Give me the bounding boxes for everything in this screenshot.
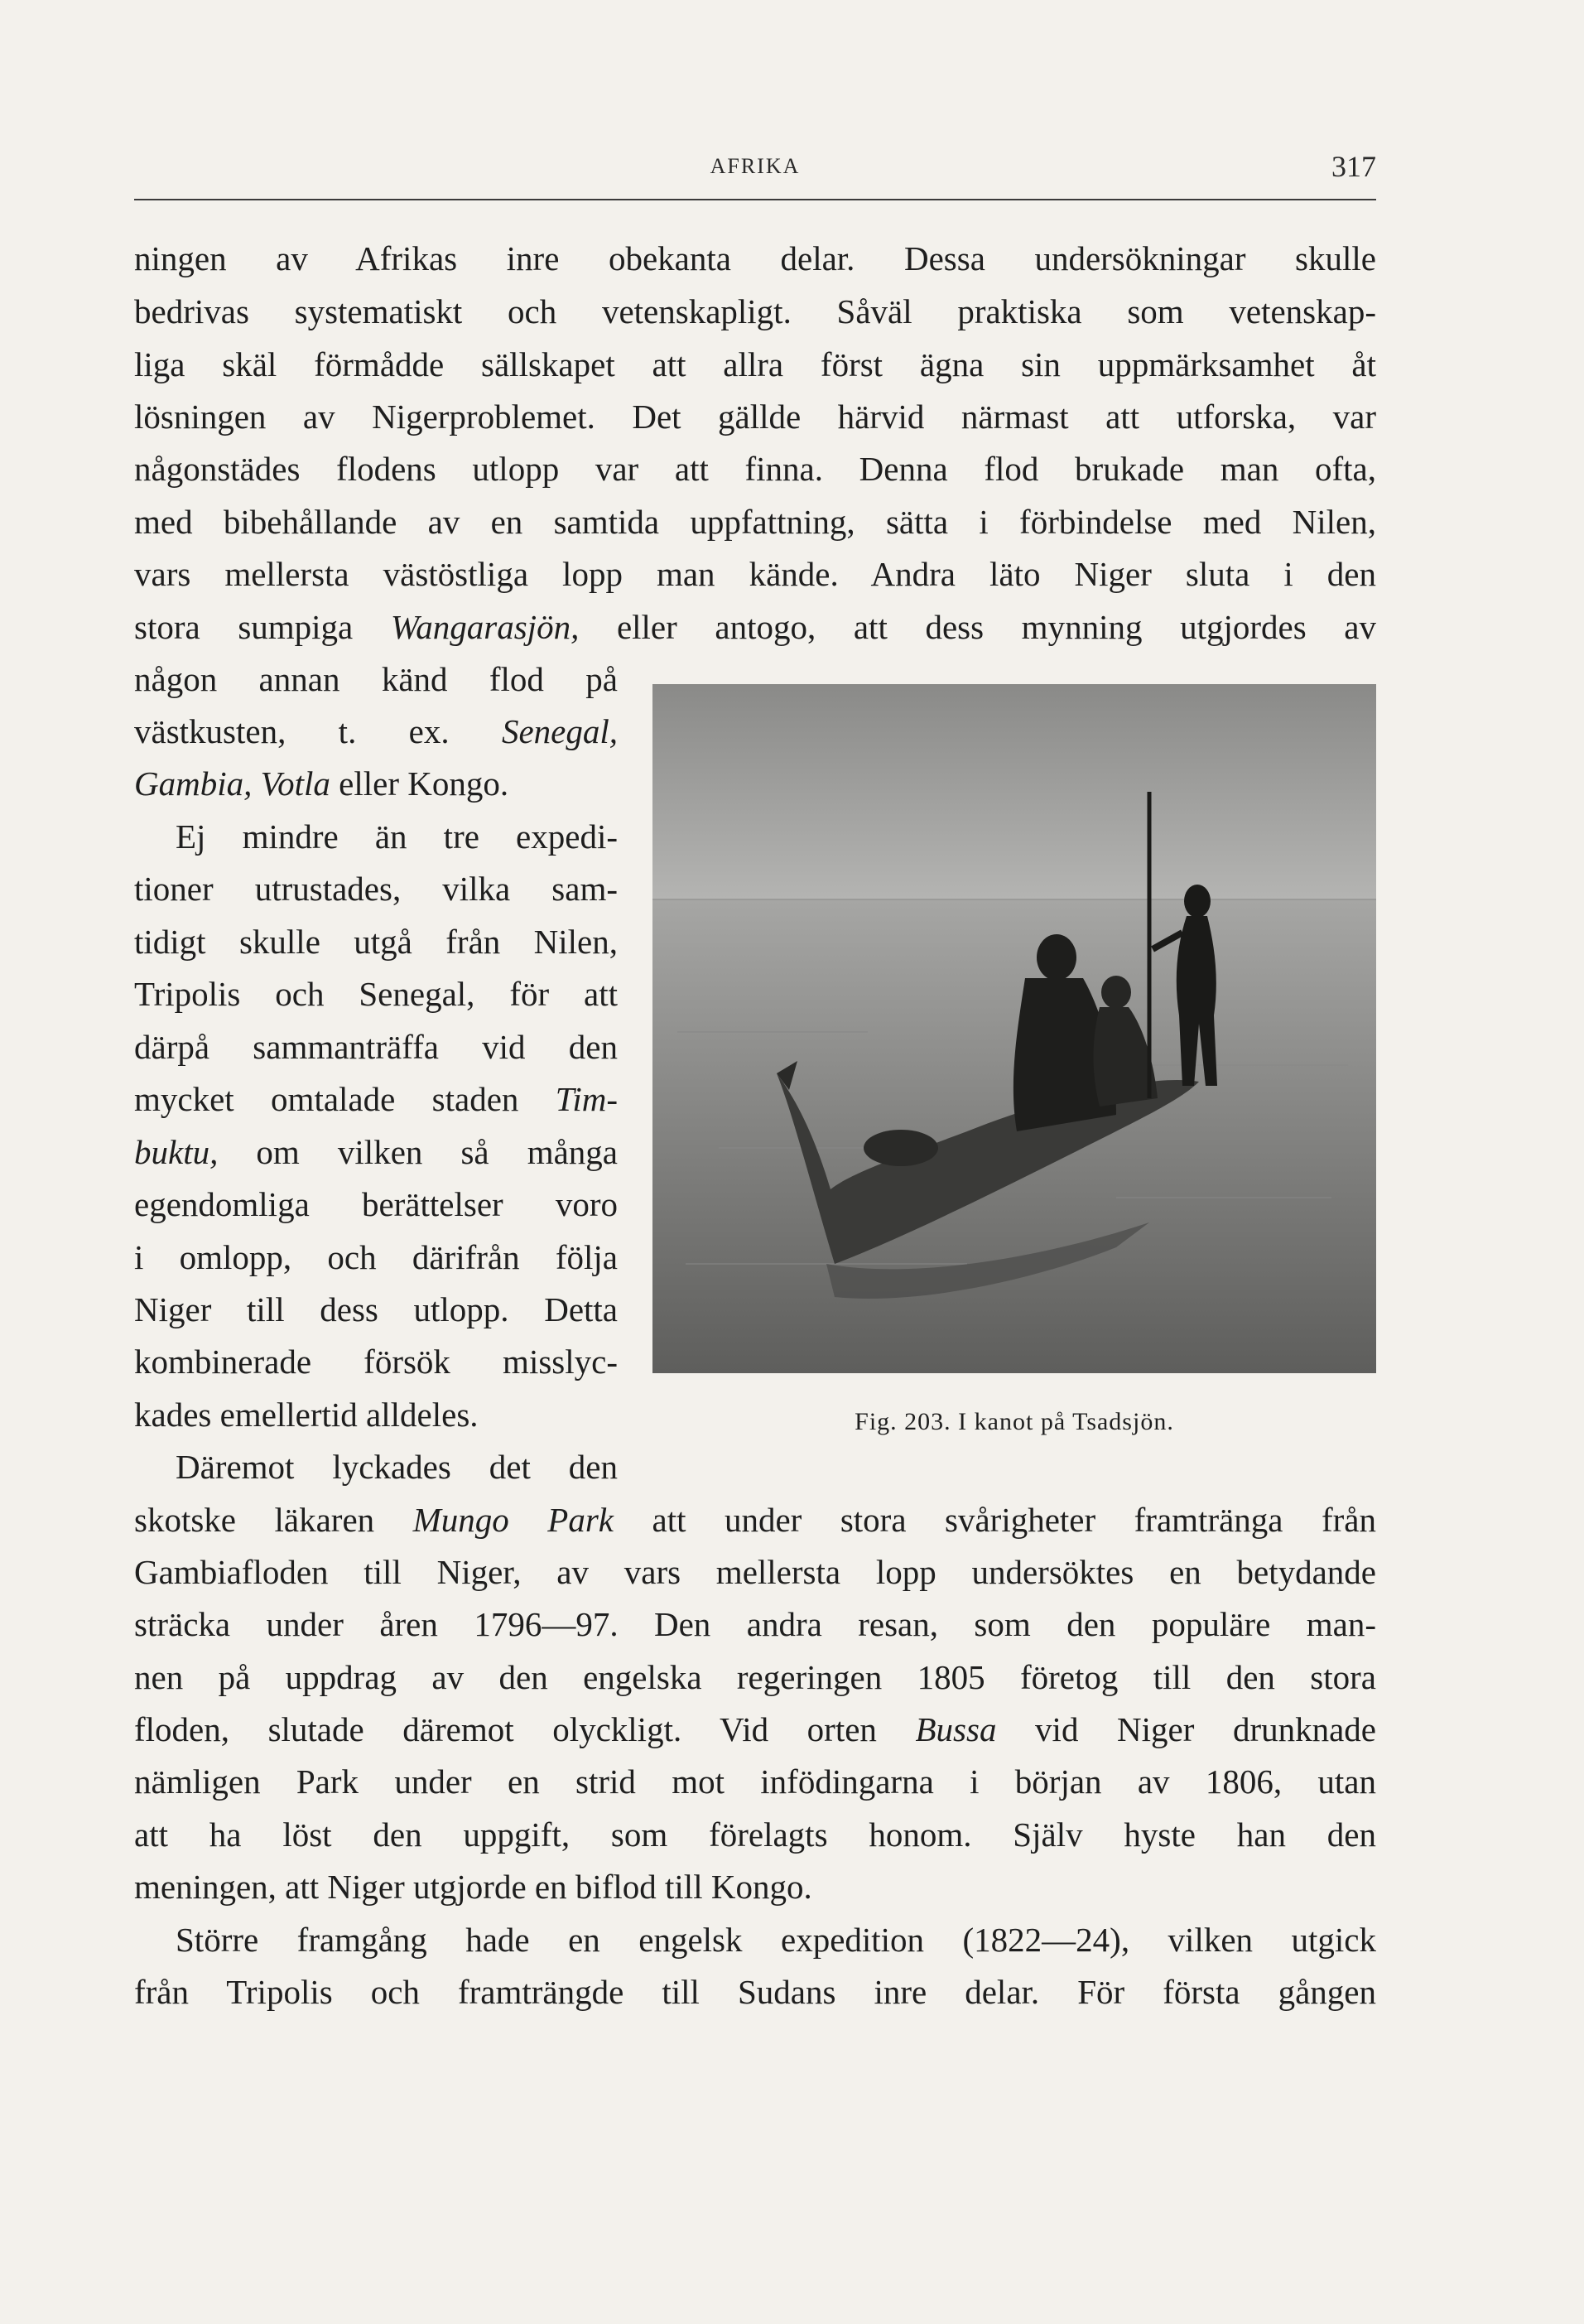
text-line: Däremot lyckades det den (176, 1448, 618, 1486)
text-line: från Tripolis och framträngde till Sudans inre delar. För första gången (134, 1973, 1376, 2011)
header-rule (134, 199, 1376, 200)
text-line: sträcka under åren 1796—97. Den andra resan, som den populäre man- (134, 1605, 1376, 1643)
text-line: buktu, om vilken så många (134, 1133, 618, 1171)
text-line: nen på uppdrag av den engelska regeringen 1805 företog till den stora (134, 1658, 1376, 1696)
text-line: i omlopp, och därifrån följa (134, 1238, 618, 1276)
text-line: kades emellertid alldeles. (134, 1396, 479, 1434)
text-line: floden, slutade däremot olyckligt. Vid orten Bussa vid Niger drunknade (134, 1710, 1376, 1748)
text-line: någon annan känd flod på (134, 660, 618, 698)
text-line: lösningen av Nigerproblemet. Det gällde härvid närmast att utforska, var (134, 398, 1376, 436)
text-line: Större framgång hade en engelsk expedition (1822—24), vilken utgick (176, 1921, 1376, 1959)
text-line: någonstädes flodens utlopp var att finna. Denna flod brukade man ofta, (134, 450, 1376, 488)
figure-photo (652, 684, 1376, 1373)
text-line: egendomliga berättelser voro (134, 1185, 618, 1223)
text-line: Ej mindre än tre expedi- (176, 817, 618, 856)
text-line: kombinerade försök misslyc- (134, 1343, 618, 1381)
text-line: att ha löst den uppgift, som förelagts honom. Själv hyste han den (134, 1815, 1376, 1854)
text-line: bedrivas systematiskt och vetenskapligt. Såväl praktiska som vetenskap- (134, 292, 1376, 330)
text-line: tioner utrustades, vilka sam- (134, 870, 618, 908)
text-line: tidigt skulle utgå från Nilen, (134, 923, 618, 961)
text-line: västkusten, t. ex. Senegal, (134, 712, 618, 750)
text-line: Niger till dess utlopp. Detta (134, 1290, 618, 1328)
text-line: Gambia, Votla eller Kongo. (134, 764, 509, 803)
running-head (134, 150, 1376, 195)
text-line: skotske läkaren Mungo Park att under stora svårigheter framtränga från (134, 1501, 1376, 1539)
text-line: därpå sammanträffa vid den (134, 1028, 618, 1066)
text-line: Tripolis och Senegal, för att (134, 975, 618, 1013)
text-line: Gambiafloden till Niger, av vars mellersta lopp undersöktes en betydande (134, 1553, 1376, 1591)
text-line: med bibehållande av en samtida uppfattning, sätta i förbindelse med Nilen, (134, 503, 1376, 541)
text-line: liga skäl förmådde sällskapet att allra först ägna sin uppmärksamhet åt (134, 345, 1376, 383)
text-line: ningen av Afrikas inre obekanta delar. Dessa undersökningar skulle (134, 239, 1376, 277)
canoe-photo-image (652, 684, 1376, 1373)
text-line: meningen, att Niger utgjorde en biflod till Kongo. (134, 1868, 812, 1906)
text-line: vars mellersta västöstliga lopp man kände. Andra läto Niger sluta i den (134, 555, 1376, 593)
text-line: nämligen Park under en strid mot infödingarna i början av 1806, utan (134, 1762, 1376, 1801)
text-line: mycket omtalade staden Tim- (134, 1080, 618, 1118)
page-number: 317 (1331, 150, 1376, 183)
figure-caption: Fig. 203. I kanot på Tsadsjön. (855, 1408, 1174, 1435)
text-line: stora sumpiga Wangarasjön, eller antogo, att dess mynning utgjordes av (134, 608, 1376, 646)
running-title: AFRIKA (710, 154, 801, 178)
